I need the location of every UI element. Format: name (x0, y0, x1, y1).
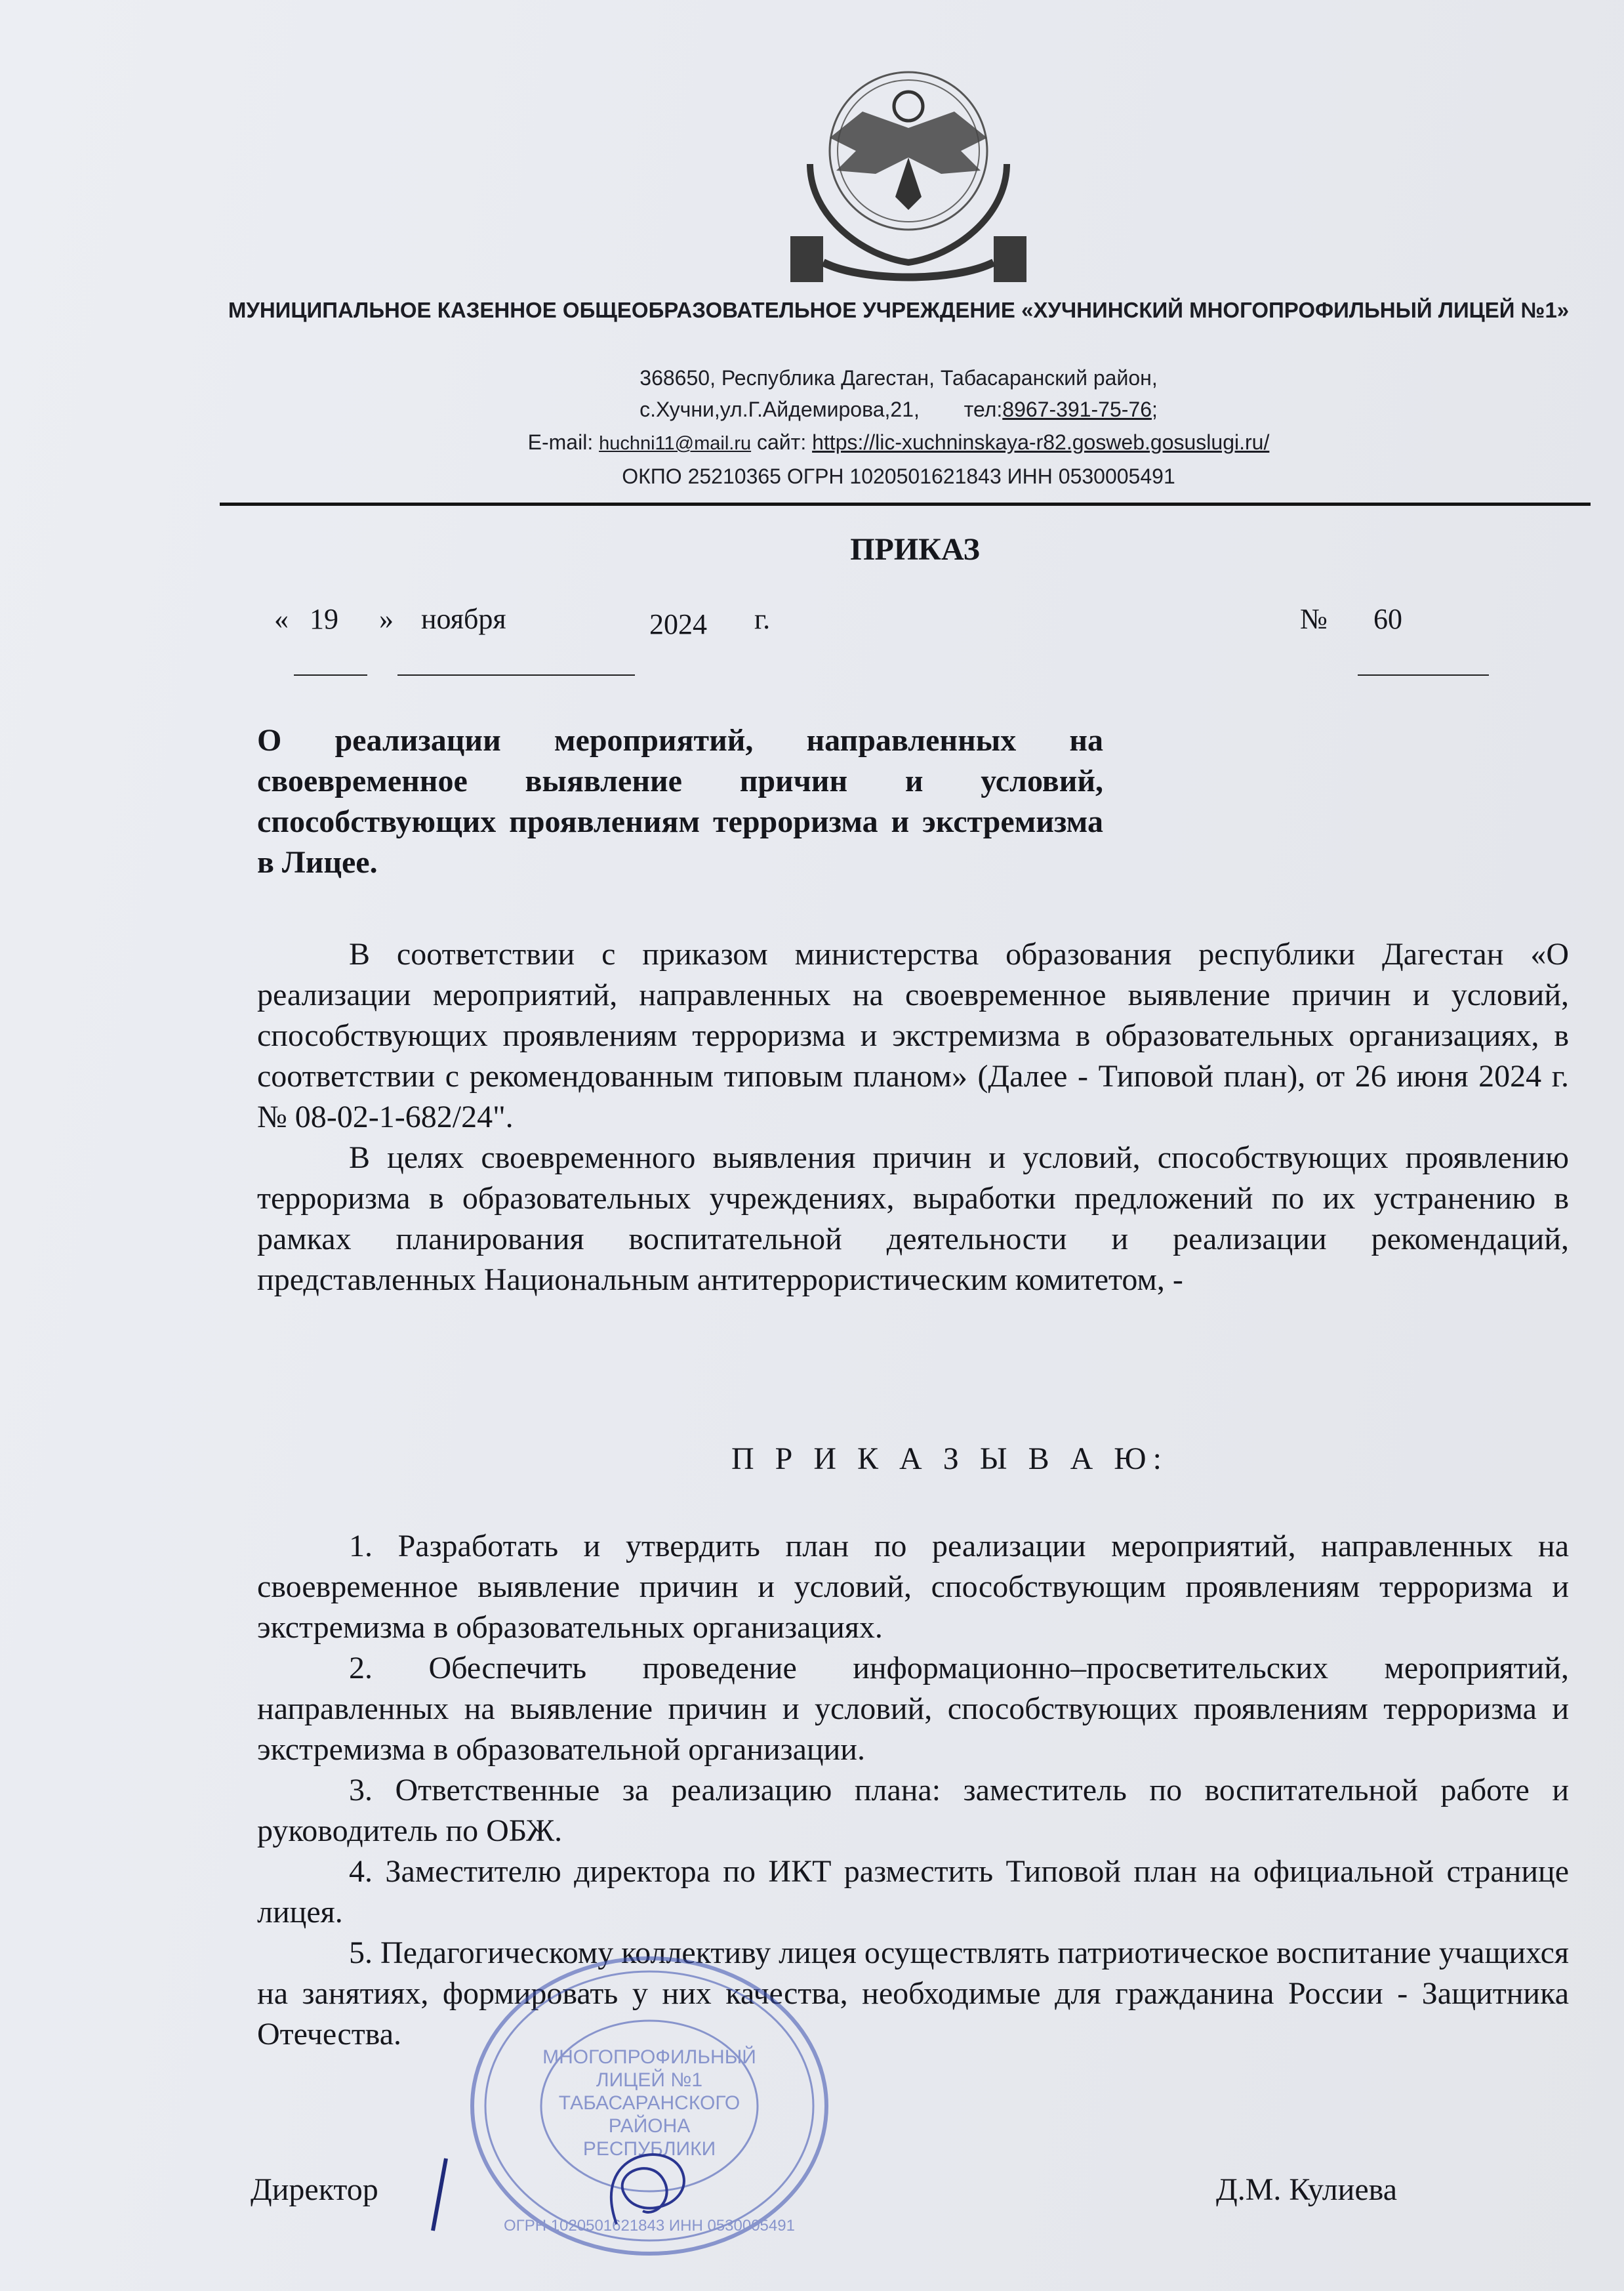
phone-label: тел: (964, 398, 1003, 421)
registry-codes: ОКПО 25210365 ОГРН 1020501621843 ИНН 0530005491 (622, 464, 1175, 488)
svg-text:РЕСПУБЛИКИ: РЕСПУБЛИКИ (582, 2138, 716, 2160)
date-month: ноября (421, 603, 506, 635)
svg-text:ЛИЦЕЙ №1: ЛИЦЕЙ №1 (596, 2069, 703, 2091)
order-item-1: 1. Разработать и утвердить план по реализации мероприятий, направленных на своевременное выявление причин и условий, способствующим проявлениям терроризма и экстремизма в образовательных организациях. (257, 1529, 1569, 1645)
site-link[interactable]: https://lic-xuchninskaya-r82.gosweb.gosuslugi.ru/ (812, 430, 1270, 454)
date-day: 19 (310, 603, 338, 635)
date-close-quote: » (379, 603, 394, 635)
order-item-2: 2. Обеспечить проведение информационно–просветительских мероприятий, направленных на выявление причин и условий, способствующих проявлениям терроризма и экстремизма в образовательной организации. (257, 1651, 1569, 1767)
phone-number: 8967-391-75-76 (1002, 398, 1152, 421)
date-open-quote: « (274, 603, 289, 635)
organization-name: МУНИЦИПАЛЬНОЕ КАЗЕННОЕ ОБЩЕОБРАЗОВАТЕЛЬНОЕ УЧРЕЖДЕНИЕ «ХУЧНИНСКИЙ МНОГОПРОФИЛЬНЫЙ ЛИЦЕЙ №1» (228, 298, 1570, 322)
address-line: 368650, Республика Дагестан, Табасаранский район, (639, 366, 1158, 390)
contacts-line (216, 426, 1581, 459)
svg-text:ОГРН 1020501621843 ИНН 0530005: ОГРН 1020501621843 ИНН 0530005491 (504, 2217, 795, 2235)
handwritten-signature (420, 2132, 715, 2237)
order-items (257, 1526, 1569, 2055)
email-label: E-mail: (527, 430, 594, 454)
street-phone-line (216, 394, 1581, 425)
order-directive: П Р И К А З Ы В А Ю: (731, 1441, 1168, 1476)
order-item-5: 5. Педагогическому коллективу лицея осуществлять патриотическое воспитание учащихся на занятиях, формировать у них качества, необходимые для гражданина России - Защитника Отечества. (257, 1935, 1569, 2052)
order-item-4: 4. Заместителю директора по ИКТ разместить Типовой план на официальной странице лицея. (257, 1854, 1569, 1930)
date-year-suffix: г. (754, 603, 771, 635)
svg-text:МНОГОПРОФИЛЬНЫЙ: МНОГОПРОФИЛЬНЫЙ (542, 2046, 756, 2068)
preamble (257, 934, 1569, 1300)
header-divider (220, 503, 1591, 506)
day-underline (294, 674, 367, 676)
signatory-role: Директор (251, 2172, 378, 2207)
signatory-name: Д.М. Кулиева (1216, 2172, 1397, 2207)
coat-of-arms-emblem (784, 66, 1033, 289)
document-title: ПРИКАЗ (850, 532, 980, 567)
street-address: с.Хучни,ул.Г.Айдемирова,21, (639, 398, 920, 421)
order-item-3: 3. Ответственные за реализацию плана: заместитель по воспитательной работе и руководитель по ОБЖ. (257, 1773, 1569, 1848)
preamble-paragraph-2: В целях своевременного выявления причин и условий, способствующих проявлению терроризма в образовательных учреждениях, выработки предложений по их устранению в рамках планирования воспитательной деятельности и реализации рекомендаций, представленных Национальным антитеррористическим комитетом, - (257, 1140, 1569, 1297)
order-number: 60 (1373, 603, 1402, 635)
date-year: 2024 (649, 608, 707, 640)
order-subject: О реализации мероприятий, направленных на своевременное выявление причин и условий, способствующих проявлениям терроризма и экстремизма в Лицее. (257, 723, 1103, 880)
svg-text:РАЙОНА: РАЙОНА (608, 2115, 691, 2137)
phone-suffix: ; (1152, 398, 1158, 421)
number-underline (1358, 674, 1489, 676)
site-label: сайт: (757, 430, 807, 454)
svg-text:ТАБАСАРАНСКОГО: ТАБАСАРАНСКОГО (558, 2092, 741, 2114)
month-underline (397, 674, 635, 676)
preamble-paragraph-1: В соответствии с приказом министерства образования республики Дагестан «О реализации мероприятий, направленных на своевременное выявление причин и условий, способствующих проявлениям терроризма и экстремизма в образовательных организациях, в соответствии с рекомендованным типовым планом» (Далее - Типовой план), от 26 июня 2024 г. № 08-02-1-682/24". (257, 937, 1569, 1134)
email-link[interactable]: huchni11@mail.ru (599, 433, 752, 454)
number-label: № (1300, 603, 1328, 635)
